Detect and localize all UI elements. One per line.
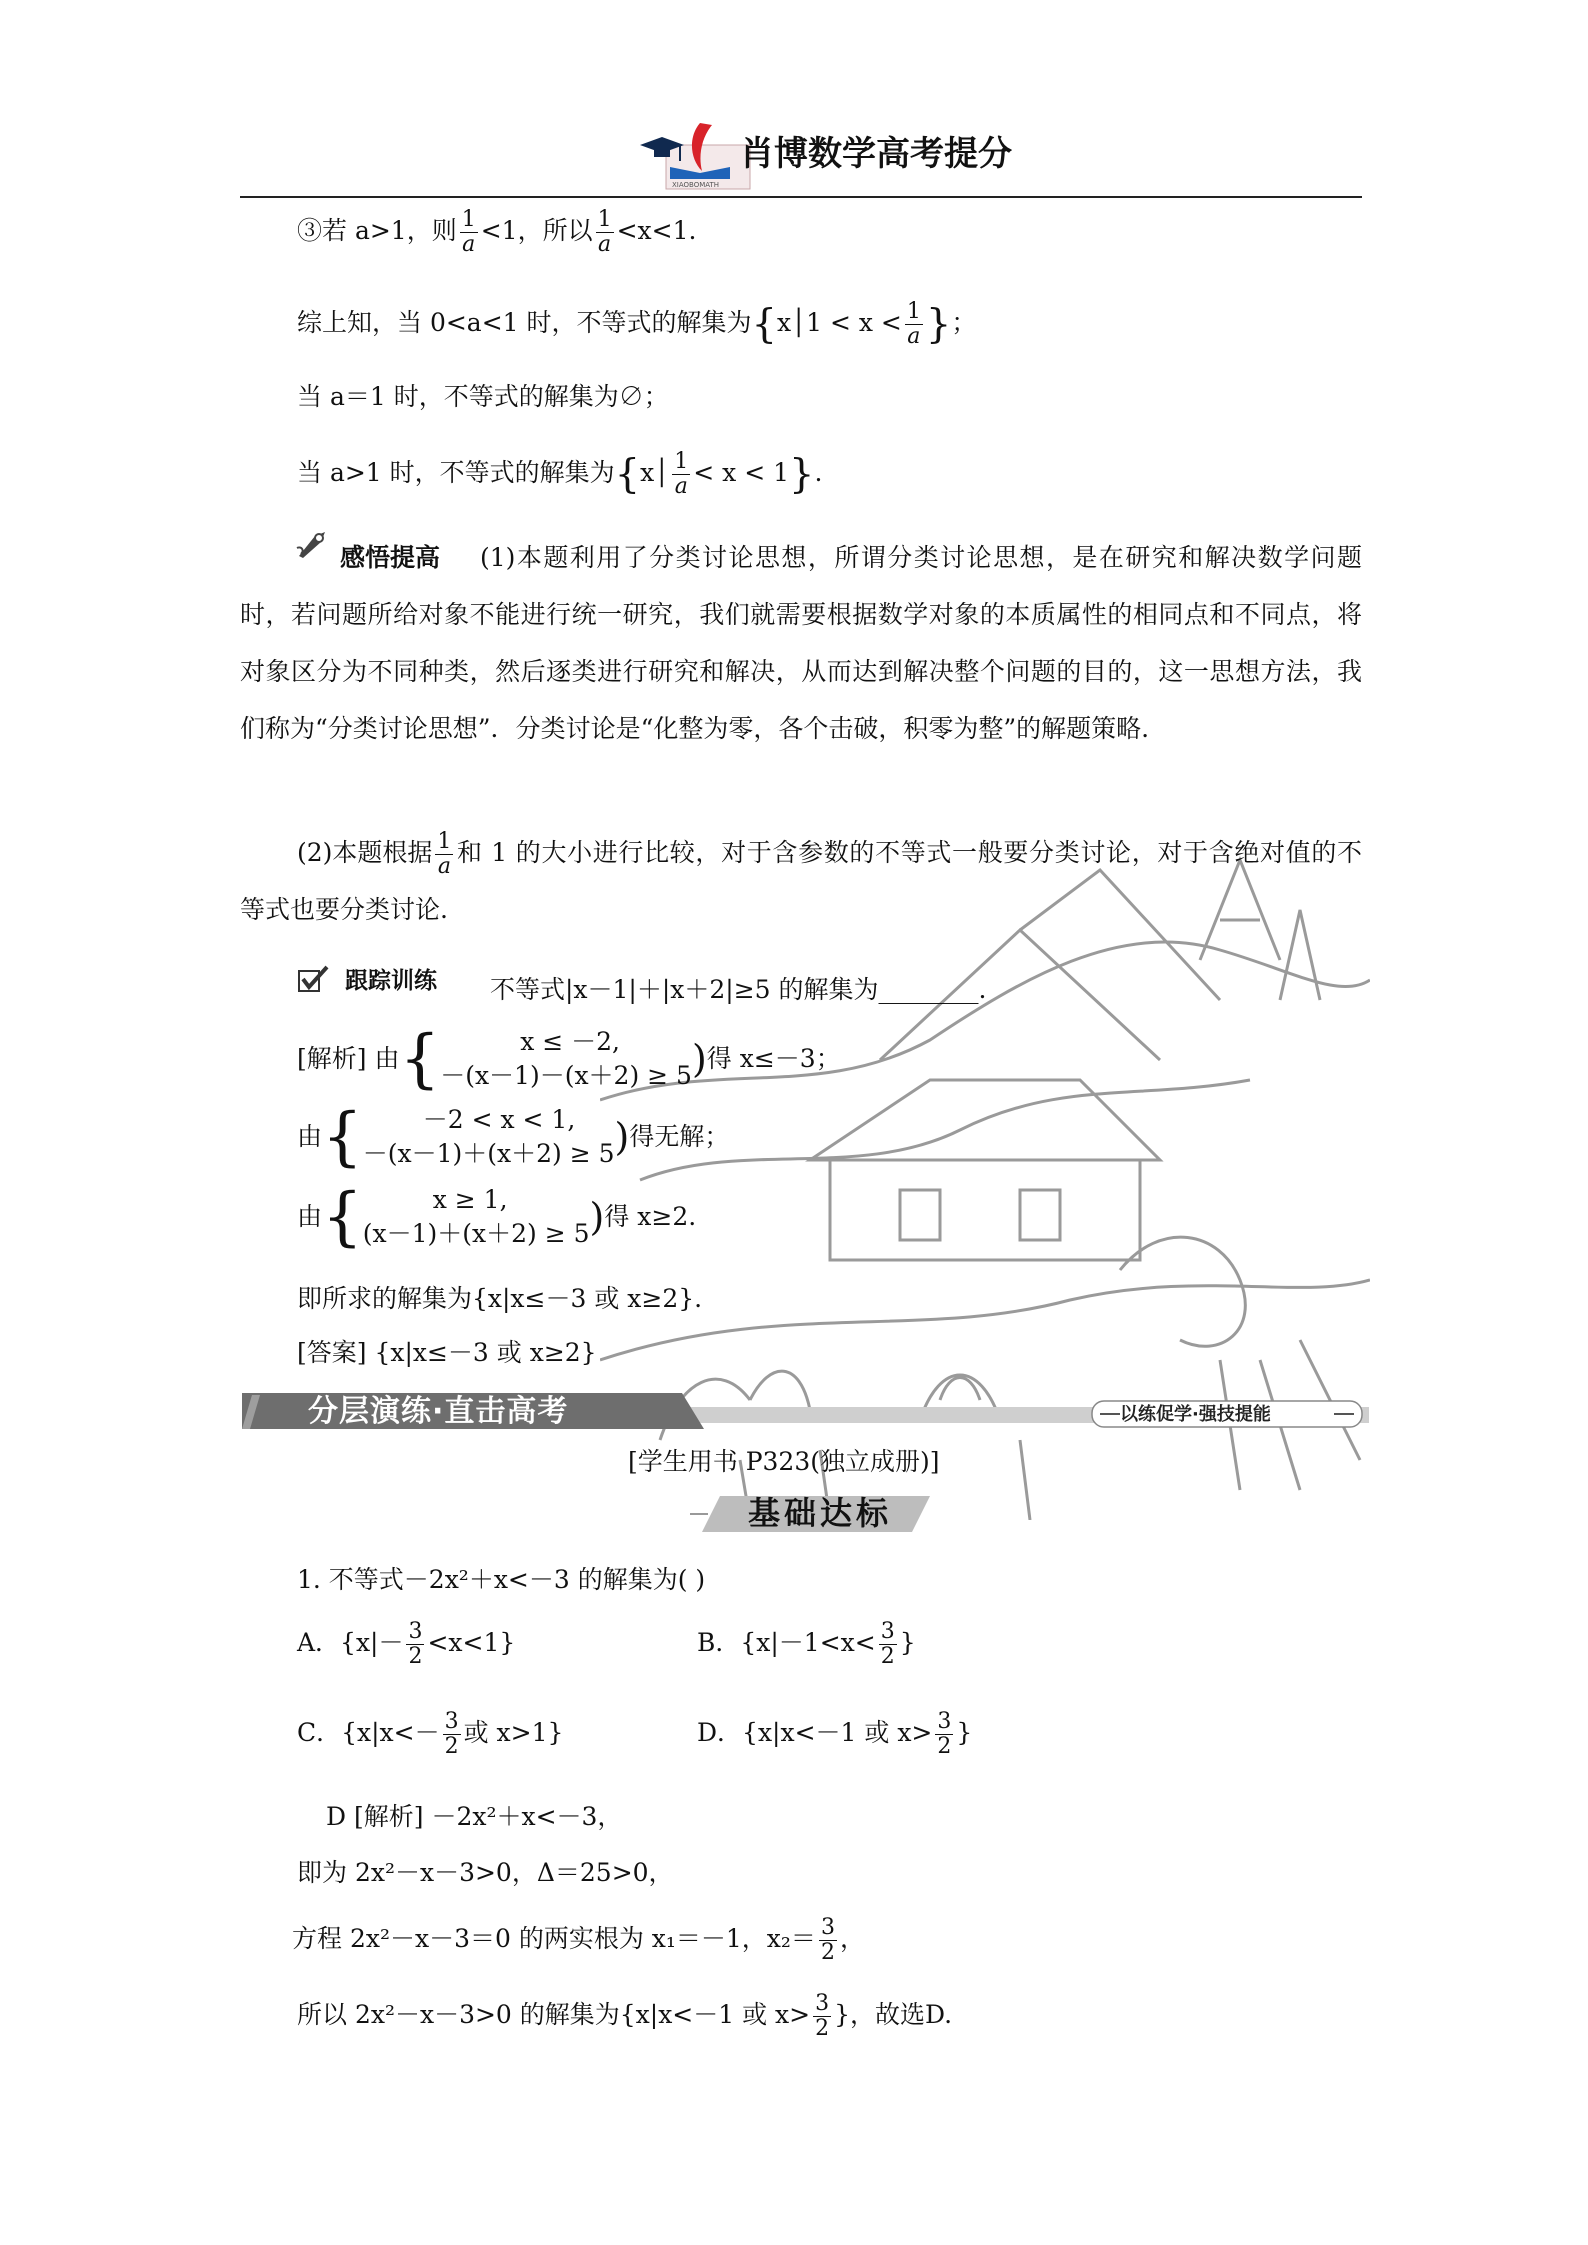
header-brand: 肖博数学高考提分 xyxy=(740,134,1012,174)
frac-den: 2 xyxy=(815,2016,830,2041)
summary-3-set-b: < x < 1 xyxy=(693,458,790,487)
banner-title: 分层演练·直击高考 xyxy=(308,1394,569,1429)
q1-a-post: <x<1} xyxy=(427,1628,516,1657)
insight-p2-body xyxy=(240,824,1362,938)
frac-num: 1 xyxy=(437,829,452,854)
summary-1-end: ； xyxy=(951,308,977,337)
summary-1-pre: 综上知，当 0<a<1 时，不等式的解集为 xyxy=(297,308,752,337)
summary-line-3: 当 a>1 时，不等式的解集为{x│ $\frac{1}{a}$ < x < 1}. xyxy=(297,449,823,499)
summary-3-set-a: x│ xyxy=(640,458,670,487)
track-solution-3: 由{ x ≥ 1, (x－1)＋(x＋2) ≥ 5 )得 x≥2. xyxy=(297,1180,697,1254)
frac-den: 2 xyxy=(937,1734,952,1759)
q1-a-pre: A．{x|－ xyxy=(297,1628,404,1657)
q1-step3-post: }，故选D. xyxy=(834,2000,953,2029)
track-solution-2: 由{ －2 < x < 1, －(x－1)＋(x＋2) ≥ 5 )得无解； xyxy=(297,1100,730,1174)
q1-option-b xyxy=(697,1620,916,1669)
summary-line-1: 综上知，当 0<a<1 时，不等式的解集为{x│1 < x < $\frac{1}{a}$ }； xyxy=(297,299,977,349)
frac-den: a xyxy=(598,232,612,257)
header-rule xyxy=(240,196,1362,198)
q1-step2-post: ， xyxy=(839,1924,865,1953)
q1-step3-pre: 所以 2x²－x－3>0 的解集为{x|x<－1 或 x> xyxy=(297,2000,811,2029)
track-answer: [答案] {x|x≤－3 或 x≥2} xyxy=(297,1338,597,1367)
section-title: 基础达标 xyxy=(748,1494,893,1532)
q1-step-1: 即为 2x²－x－3>0，Δ＝25>0， xyxy=(297,1858,674,1887)
logo-subtext: XIAOBOMATH xyxy=(672,181,720,189)
summary-1-set: x│1 < x < xyxy=(776,308,902,337)
sys1-res: 得 x≤－3； xyxy=(706,1044,841,1073)
insight-paragraph-1 xyxy=(240,529,1362,757)
q1-option-d xyxy=(697,1710,972,1759)
track-label: 跟踪训练 xyxy=(345,968,437,994)
insight-label: 感悟提高 xyxy=(340,543,441,572)
insight-p2-pre: (2)本题根据 xyxy=(297,838,433,867)
case3-line xyxy=(297,208,696,257)
q1-step-3 xyxy=(297,1992,952,2041)
frac-num: 3 xyxy=(408,1619,423,1644)
frac-den: a xyxy=(674,474,688,499)
frac-num: 1 xyxy=(597,207,612,232)
sys2-a: －2 < x < 1, xyxy=(422,1105,576,1134)
frac-num: 3 xyxy=(937,1709,952,1734)
insight-p1-text: (1)本题利用了分类讨论思想，所谓分类讨论思想，是在研究和解决数学问题时，若问题所给对象不能进行统一研究，我们就需要根据数学对象的本质属性的相同点和不同点，将对象区分为不同种类，然后逐类进行研究和解决，从而达到解决整个问题的目的，这一思想方法，我们称为“分类讨论思想”．分类讨论是“化整为零，各个击破，积零为整”的解题策略. xyxy=(240,543,1362,743)
frac-num: 3 xyxy=(444,1709,459,1734)
frac-num: 3 xyxy=(820,1915,835,1940)
q1-option-c xyxy=(297,1710,563,1759)
track-checkbox-icon xyxy=(297,965,329,993)
frac-den: a xyxy=(437,854,451,879)
q1-c-pre: C．{x|x<－ xyxy=(297,1718,440,1747)
summary-3-pre: 当 a>1 时，不等式的解集为 xyxy=(297,458,615,487)
frac-den: 2 xyxy=(408,1644,423,1669)
frac-num: 1 xyxy=(906,299,921,324)
frac-num: 3 xyxy=(880,1619,895,1644)
sys2-by: 由 xyxy=(297,1122,323,1151)
banner-ref: [学生用书 P323(独立成册)] xyxy=(628,1447,940,1476)
q1-step-2 xyxy=(292,1916,865,1965)
sys1-b: －(x－1)－(x＋2) ≥ 5 xyxy=(440,1061,692,1090)
sys2-b: －(x－1)＋(x＋2) ≥ 5 xyxy=(362,1139,615,1168)
sys2-res: 得无解； xyxy=(629,1122,730,1151)
sys3-by: 由 xyxy=(297,1202,323,1231)
frac-den: 2 xyxy=(880,1644,895,1669)
track-question: 不等式|x－1|＋|x＋2|≥5 的解集为________. xyxy=(490,975,987,1004)
frac-den: a xyxy=(907,324,921,349)
frac-den: a xyxy=(462,232,476,257)
q1-d-post: } xyxy=(956,1718,973,1747)
sys1-a: x ≤ －2, xyxy=(520,1027,620,1056)
track-conclusion: 即所求的解集为{x|x≤－3 或 x≥2}. xyxy=(297,1284,703,1313)
insight-p2-post: 和 1 的大小进行比较，对于含参数的不等式一般要分类讨论，对于含绝对值的不等式也要分类讨论. xyxy=(240,838,1362,924)
case3-mid: <1，所以 xyxy=(480,216,593,245)
q1-b-post: } xyxy=(899,1628,916,1657)
sys3-b: (x－1)＋(x＋2) ≥ 5 xyxy=(362,1219,590,1248)
case3-pre: ③若 a>1，则 xyxy=(297,216,457,245)
q1-step2-pre: 方程 2x²－x－3＝0 的两实根为 x₁＝－1，x₂＝ xyxy=(292,1924,816,1953)
q1-option-a xyxy=(297,1620,515,1669)
track-solution-1: [解析] 由{ x ≤ －2, －(x－1)－(x＋2) ≥ 5 )得 x≤－3； xyxy=(297,1022,841,1096)
sys3-a: x ≥ 1, xyxy=(432,1185,508,1214)
q1-stem: 1. 不等式－2x²＋x<－3 的解集为( ) xyxy=(297,1565,706,1594)
summary-line-2: 当 a＝1 时，不等式的解集为∅； xyxy=(297,382,669,411)
sys3-res: 得 x≥2. xyxy=(604,1202,697,1231)
q1-c-post: 或 x>1} xyxy=(463,1718,564,1747)
frac-den: 2 xyxy=(820,1940,835,1965)
case3-post: <x<1. xyxy=(616,216,697,245)
frac-num: 1 xyxy=(674,449,689,474)
frac-num: 3 xyxy=(815,1991,830,2016)
frac-num: 1 xyxy=(461,207,476,232)
banner-tag: 以练促学·强技提能 xyxy=(1120,1404,1271,1425)
summary-3-end: . xyxy=(814,458,823,487)
q1-answer-line: D [解析] －2x²＋x<－3， xyxy=(326,1802,623,1831)
frac-den: 2 xyxy=(444,1734,459,1759)
header-logo xyxy=(640,115,756,193)
q1-d-pre: D．{x|x<－1 或 x> xyxy=(697,1718,933,1747)
q1-b-pre: B．{x|－1<x< xyxy=(697,1628,876,1657)
track-sol-label: [解析] 由 xyxy=(297,1044,400,1073)
